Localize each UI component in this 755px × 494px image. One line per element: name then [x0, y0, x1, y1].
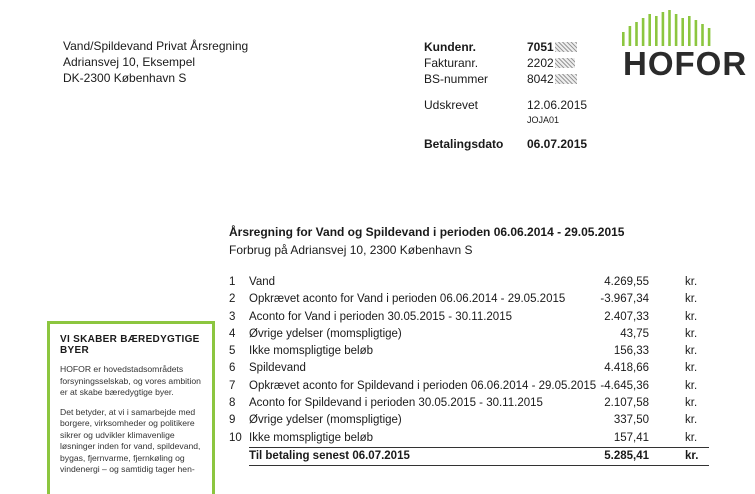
kundenr-value: 7051 — [527, 40, 554, 54]
invoice-subtitle: Forbrug på Adriansvej 10, 2300 København S — [229, 243, 473, 257]
line-amount: 4.269,55 — [604, 276, 649, 288]
logo-bar — [708, 28, 711, 46]
logo-bar — [642, 18, 645, 46]
logo-bar — [662, 12, 665, 46]
fakturanr-label: Fakturanr. — [424, 56, 479, 70]
line-number: 3 — [229, 310, 236, 323]
betaling-label: Betalingsdato — [424, 137, 504, 151]
invoice-line — [229, 343, 709, 360]
logo-bar — [648, 14, 651, 46]
fakturanr-value: 2202 — [527, 56, 554, 70]
betaling-value: 06.07.2015 — [527, 137, 588, 151]
bs-value: 8042 — [527, 72, 554, 86]
line-amount: 2.407,33 — [604, 310, 649, 323]
sidebox-paragraph-2: Det betyder, at vi i samarbejde med borgere, virksomheder og politikere sikrer og udvikler klimavenlige løsninger inden for vand, spildevand, bygas, fjernvarme, fjernkøling og vindenergi – og samtidig tager hen- — [60, 406, 201, 474]
recipient-street: Adriansvej 10, Eksempel — [63, 55, 196, 69]
invoice-line — [229, 412, 709, 429]
line-number: 10 — [229, 431, 242, 444]
recipient-name: Vand/Spildevand Privat Årsregning — [63, 39, 249, 53]
logo-bar — [629, 26, 632, 46]
logo-bar — [688, 16, 691, 46]
line-amount: -3.967,34 — [600, 293, 649, 306]
logo-bar — [695, 20, 698, 46]
logo-bar — [681, 18, 684, 46]
invoice-line — [229, 360, 709, 377]
recipient-city: DK-2300 København S — [63, 71, 187, 85]
line-number: 6 — [229, 362, 236, 375]
line-amount: 4.418,66 — [604, 362, 649, 375]
line-text: Aconto for Spildevand i perioden 30.05.2015 - 30.11.2015 — [249, 397, 543, 410]
sidebox-paragraph-1: HOFOR er hovedstadsområdets forsyningsselskab, og vores ambition er at skabe bæredygtige byer. — [60, 364, 201, 397]
line-number: 8 — [229, 397, 236, 410]
invoice-line — [229, 378, 709, 395]
logo-bar — [635, 22, 638, 46]
invoice-line — [229, 430, 709, 447]
line-currency: kr. — [685, 431, 698, 444]
line-text: Ikke momspligtige beløb — [249, 345, 373, 358]
logo-bar — [701, 24, 704, 46]
logo-bars-icon — [620, 10, 716, 46]
invoice-line — [229, 395, 709, 412]
line-amount: -4.645,36 — [600, 379, 649, 392]
line-text: Opkrævet aconto for Spildevand i perioden 06.06.2014 - 29.05.2015 — [249, 379, 597, 392]
line-number: 4 — [229, 327, 236, 340]
invoice-line — [229, 309, 709, 326]
line-text: Øvrige ydelser (momspligtige) — [249, 327, 402, 340]
invoice-line — [229, 291, 709, 308]
total-currency: kr. — [685, 449, 699, 462]
line-number: 7 — [229, 379, 236, 392]
line-amount: 43,75 — [620, 327, 649, 340]
udskrevet-label: Udskrevet — [424, 98, 479, 112]
logo-bar — [655, 16, 658, 46]
line-text: Spildevand — [249, 362, 306, 375]
logo-bar — [622, 32, 625, 46]
total-amount: 5.285,41 — [604, 449, 649, 462]
line-currency: kr. — [685, 379, 698, 392]
udskrevet-code: JOJA01 — [527, 115, 560, 125]
line-text: Ikke momspligtige beløb — [249, 431, 373, 444]
line-currency: kr. — [685, 310, 698, 323]
line-amount: 157,41 — [613, 431, 649, 444]
logo-text: HOFOR — [623, 45, 748, 82]
line-currency: kr. — [685, 293, 698, 306]
line-amount: 337,50 — [613, 414, 649, 427]
invoice-line — [229, 274, 709, 291]
line-text: Øvrige ydelser (momspligtige) — [249, 414, 402, 427]
line-text: Aconto for Vand i perioden 30.05.2015 - 30.11.2015 — [249, 310, 512, 323]
logo-bar — [668, 10, 671, 46]
logo-bar — [675, 14, 678, 46]
invoice-total — [249, 447, 709, 466]
line-number: 9 — [229, 414, 236, 427]
sustainability-box — [47, 321, 215, 494]
sidebox-heading: VI SKABER BÆREDYGTIGE BYER — [60, 334, 200, 356]
line-currency: kr. — [685, 327, 698, 340]
line-number: 5 — [229, 345, 236, 358]
line-currency: kr. — [685, 345, 698, 358]
line-text: Vand — [249, 276, 276, 288]
recipient-address — [63, 38, 248, 86]
invoice-title: Årsregning for Vand og Spildevand i perioden 06.06.2014 - 29.05.2015 — [229, 225, 625, 239]
line-currency: kr. — [685, 397, 698, 410]
line-text: Opkrævet aconto for Vand i perioden 06.06.2014 - 29.05.2015 — [249, 293, 566, 306]
masked-digits — [555, 40, 589, 84]
invoice-line — [229, 326, 709, 343]
udskrevet-value: 12.06.2015 — [527, 98, 588, 112]
line-currency: kr. — [685, 414, 698, 427]
invoice-lines — [229, 274, 709, 466]
line-number: 2 — [229, 293, 236, 306]
total-text: Til betaling senest 06.07.2015 — [249, 449, 410, 462]
kundenr-label: Kundenr. — [424, 40, 477, 54]
line-number: 1 — [229, 276, 236, 288]
invoice-meta — [424, 40, 624, 160]
line-amount: 156,33 — [613, 345, 649, 358]
line-amount: 2.107,58 — [604, 397, 649, 410]
line-currency: kr. — [685, 362, 698, 375]
bs-label: BS-nummer — [424, 72, 489, 86]
line-currency: kr. — [685, 276, 698, 288]
